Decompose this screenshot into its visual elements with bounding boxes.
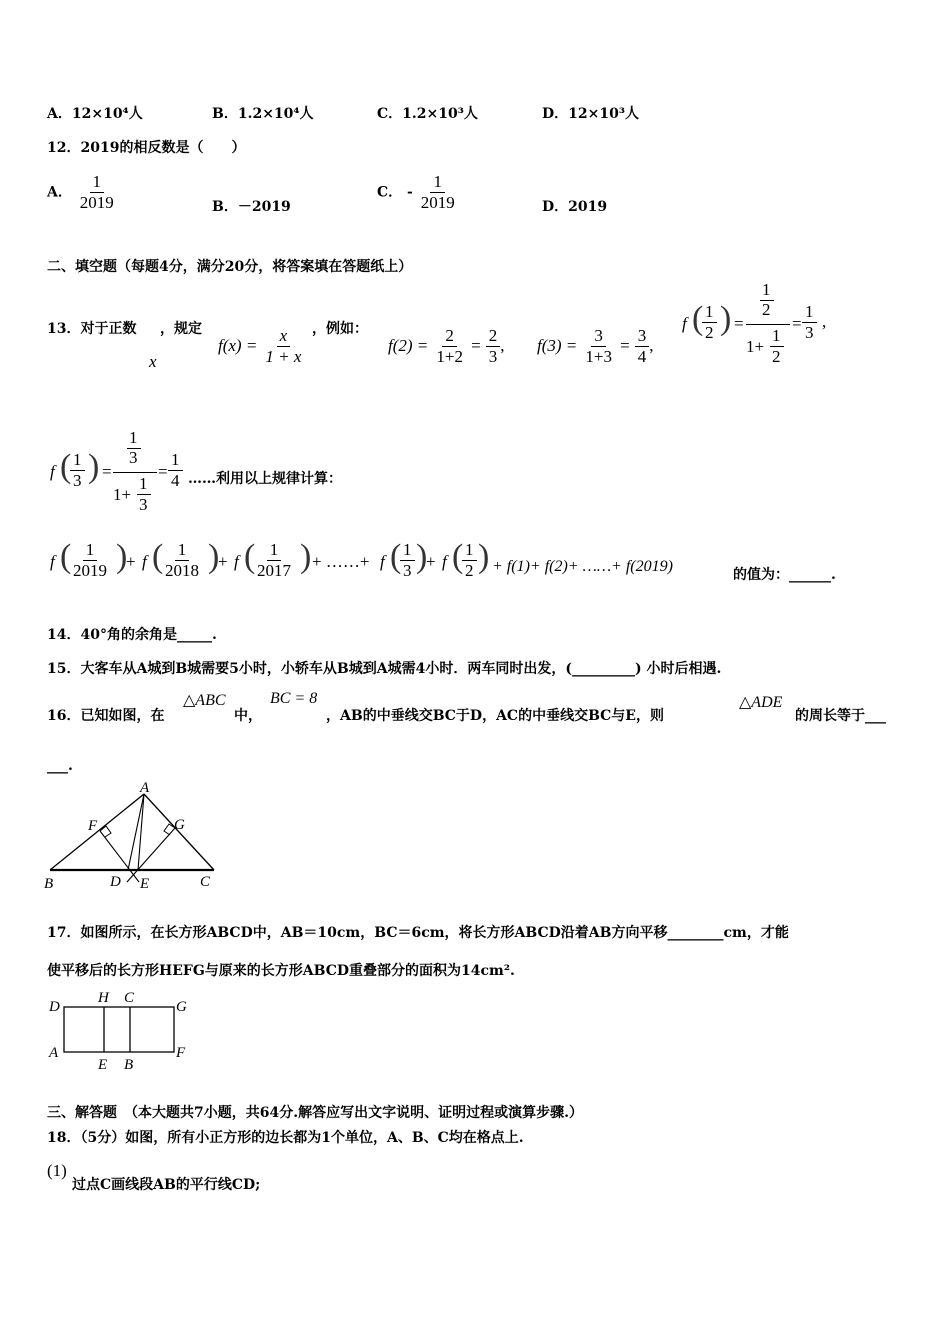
q12-option-a	[47, 172, 117, 213]
q11-option-c: C．1.2×10³人	[377, 106, 478, 122]
q13-f3-rnum: 3	[635, 326, 650, 347]
q13-fthird-example: f ( $\frac{1}{3}$ ) = 1 3 1+ 1 3 = $\frac{1}{4}$ ……利用以上规律计算：	[50, 428, 370, 523]
q12-c-fraction	[418, 172, 458, 213]
q17-line1: 17．如图所示，在长方形ABCD中，AB＝10cm，BC＝6cm，将长方形ABCD沿着AB方向平移________cm，才能	[47, 925, 789, 941]
q13-fhalf-rnum: 1	[802, 302, 817, 323]
q17-line2: 使平移后的长方形HEFG与原来的长方形ABCD重叠部分的面积为14cm².	[47, 963, 515, 979]
q13-sum-den2: 2018	[165, 561, 199, 580]
q13-sum-expression: f ( $\frac{1}{2019}$ ) + f ( $\frac{1}{2018}$ ) + f ( $\frac{1}{2017}$ ) + ……+ f ( $\frac{1}{3}$ ) + f ( $\frac{1}{2}$ ) + f(1)+ f(2)+ ……+ f(2019) 的值为：______.	[50, 538, 836, 583]
q13-f3-example: f(3) = $\frac{3}{1+3}$ = $\frac{3}{4}$ ,	[537, 326, 654, 366]
q13-sum-den5: 2	[465, 561, 474, 580]
q18-part1-number: (1)	[47, 1161, 67, 1180]
q12-c-sign: -	[407, 184, 413, 201]
q13-f3-den: 1+3	[585, 347, 612, 366]
q12-option-d: D．2019	[542, 199, 608, 215]
q11-option-d: D．12×10³人	[542, 106, 639, 122]
q13-fhalf-example: f ( $\frac{1}{2}$ ) = 1 2 1+ 1 2 = $\frac{1}{3}$ ,	[682, 280, 832, 375]
q13-fhalf-arg-num: 1	[702, 302, 717, 323]
q13-sum-tail-text: 的值为：______.	[733, 567, 836, 583]
q13-sum-term1: $\frac{1}{2019}$	[70, 540, 110, 581]
q13-fhalf-f: f	[682, 314, 687, 333]
fig17-label-e: E	[98, 1057, 108, 1073]
q13-fx-fraction	[262, 326, 304, 367]
q12-c-den: 2019	[420, 193, 455, 212]
q13-sum-den3: 2017	[257, 561, 291, 580]
q12-a-den: 2019	[79, 193, 114, 212]
q13-fthird-rden: 4	[171, 471, 180, 490]
q11-option-a: A．12×10⁴人	[47, 106, 143, 122]
q13-fhalf-arg	[702, 302, 717, 343]
q12-a-fraction	[77, 172, 117, 213]
q13-f2-eq: =	[471, 336, 481, 355]
fig16-label-f: F	[88, 818, 98, 834]
q14-stem: 14．40°角的余角是_____.	[47, 627, 217, 643]
q13-f2-fraction	[433, 326, 466, 367]
fig17-label-b: B	[124, 1057, 134, 1073]
q16-triangle-ade: △ADE	[739, 694, 783, 711]
q13-sum-term5: $\frac{1}{2}$	[462, 540, 477, 581]
q18-stem: 18．（5分）如图，所有小正方形的边长都为1个单位，A、B、C均在格点上.	[47, 1130, 524, 1146]
q16-triangle-figure	[40, 780, 230, 895]
q16-tail-continued: ___.	[47, 758, 73, 774]
q12-c-num: 1	[430, 172, 445, 193]
q12-c-label: C．	[377, 184, 403, 201]
fig17-label-h: H	[98, 990, 109, 1006]
q13-f3-result	[635, 326, 650, 367]
q13-fhalf-rden: 3	[805, 323, 814, 342]
q13-f3-num: 3	[591, 326, 606, 347]
q15-stem: 15．大客车从A城到B城需要5小时，小轿车从B城到A城需4小时．两车同时出发，(_________) 小时后相遇.	[47, 661, 722, 677]
q13-sum-tail-math: + f(1)+ f(2)+ ……+ f(2019)	[492, 558, 673, 575]
q16-mid: 中，	[234, 708, 262, 724]
q13-fhalf-result	[802, 302, 817, 343]
q13-f3-fraction	[582, 326, 615, 367]
fig17-label-c: C	[124, 990, 135, 1006]
section2-heading: 二、填空题（每题4分，满分20分，将答案填在答题纸上）	[47, 259, 413, 275]
fig16-label-e: E	[140, 876, 150, 892]
q18-part1: 过点C画线段AB的平行线CD;	[72, 1177, 261, 1193]
q13-fthird-arg	[70, 450, 85, 491]
q13-sum-dots: + ……+	[312, 552, 370, 571]
q16-prefix: 16．已知如图，在	[47, 708, 165, 724]
q12-stem: 12．2019的相反数是（ ）	[47, 140, 246, 156]
q12-a-label: A．	[47, 184, 72, 201]
fig16-label-d: D	[110, 874, 121, 890]
q13-sum-term4: $\frac{1}{3}$	[400, 540, 415, 581]
q16-bc-value: BC = 8	[270, 690, 318, 707]
q12-a-num: 1	[90, 172, 105, 193]
q11-option-b: B．1.2×10⁴人	[212, 106, 314, 122]
q12-option-c	[377, 172, 458, 213]
q13-fx-den: 1 + x	[265, 347, 302, 366]
section3-heading: 三、解答题 （本大题共7小题，共64分.解答应写出文字说明、证明过程或演算步骤.）	[47, 1105, 583, 1121]
q13-fx-lhs: f(x) =	[218, 336, 258, 355]
q13-example-label: ，例如：	[312, 321, 368, 337]
q12-option-b: B．－2019	[212, 199, 291, 215]
q13-fthird-arg-den: 3	[73, 471, 82, 490]
q13-fthird-f: f	[50, 462, 55, 481]
q13-fthird-arg-num: 1	[70, 450, 85, 471]
q13-prefix: 13．对于正数	[47, 321, 137, 337]
fig17-label-d: D	[49, 999, 60, 1015]
q13-fhalf-complex-fraction: 1 2 1+ 1 2	[746, 280, 790, 370]
q13-sum-den1: 2019	[73, 561, 107, 580]
q13-fthird-tail: ……利用以上规律计算：	[188, 471, 342, 487]
fig17-label-a: A	[49, 1045, 59, 1061]
q13-f2-num: 2	[442, 326, 457, 347]
q13-var-x: x	[149, 352, 157, 371]
q17-rectangle-figure	[40, 985, 200, 1077]
q13-fthird-complex-fraction: 1 3 1+ 1 3	[113, 428, 157, 518]
q13-fx-num: x	[277, 326, 291, 347]
q13-f3-rden: 4	[637, 347, 647, 366]
q13-f2-result	[486, 326, 501, 367]
q13-f2-rden: 3	[488, 347, 498, 366]
q13-fhalf-arg-den: 2	[705, 323, 714, 342]
q13-f2-example: f(2) = $\frac{2}{1+2}$ = $\frac{2}{3}$ ,	[388, 326, 505, 366]
q16-tail: 的周长等于___	[795, 708, 886, 724]
q13-f3-lhs: f(3) =	[537, 336, 578, 355]
q13-f3-eq: =	[620, 336, 630, 355]
fig16-label-a: A	[140, 780, 150, 796]
q16-text: ，AB的中垂线交BC于D，AC的中垂线交BC与E，则	[326, 708, 664, 724]
q13-f2-lhs: f(2) =	[388, 336, 429, 355]
q13-sum-den4: 3	[403, 561, 412, 580]
fig16-label-g: G	[174, 817, 185, 833]
q13-sum-term3: $\frac{1}{2017}$	[254, 540, 294, 581]
fig17-label-g: G	[176, 999, 187, 1015]
fig17-label-f: F	[176, 1045, 186, 1061]
fig16-label-c: C	[200, 874, 211, 890]
fig16-label-b: B	[44, 876, 54, 892]
q16-triangle-abc: △ABC	[183, 692, 226, 709]
q13-rule: ，规定	[160, 321, 202, 337]
q13-fthird-result	[168, 450, 183, 491]
q13-fx-definition	[218, 326, 304, 367]
q13-fthird-rnum: 1	[168, 450, 183, 471]
q13-f2-rnum: 2	[486, 326, 501, 347]
q13-sum-term2: $\frac{1}{2018}$	[162, 540, 202, 581]
q13-f2-den: 1+2	[436, 347, 463, 366]
